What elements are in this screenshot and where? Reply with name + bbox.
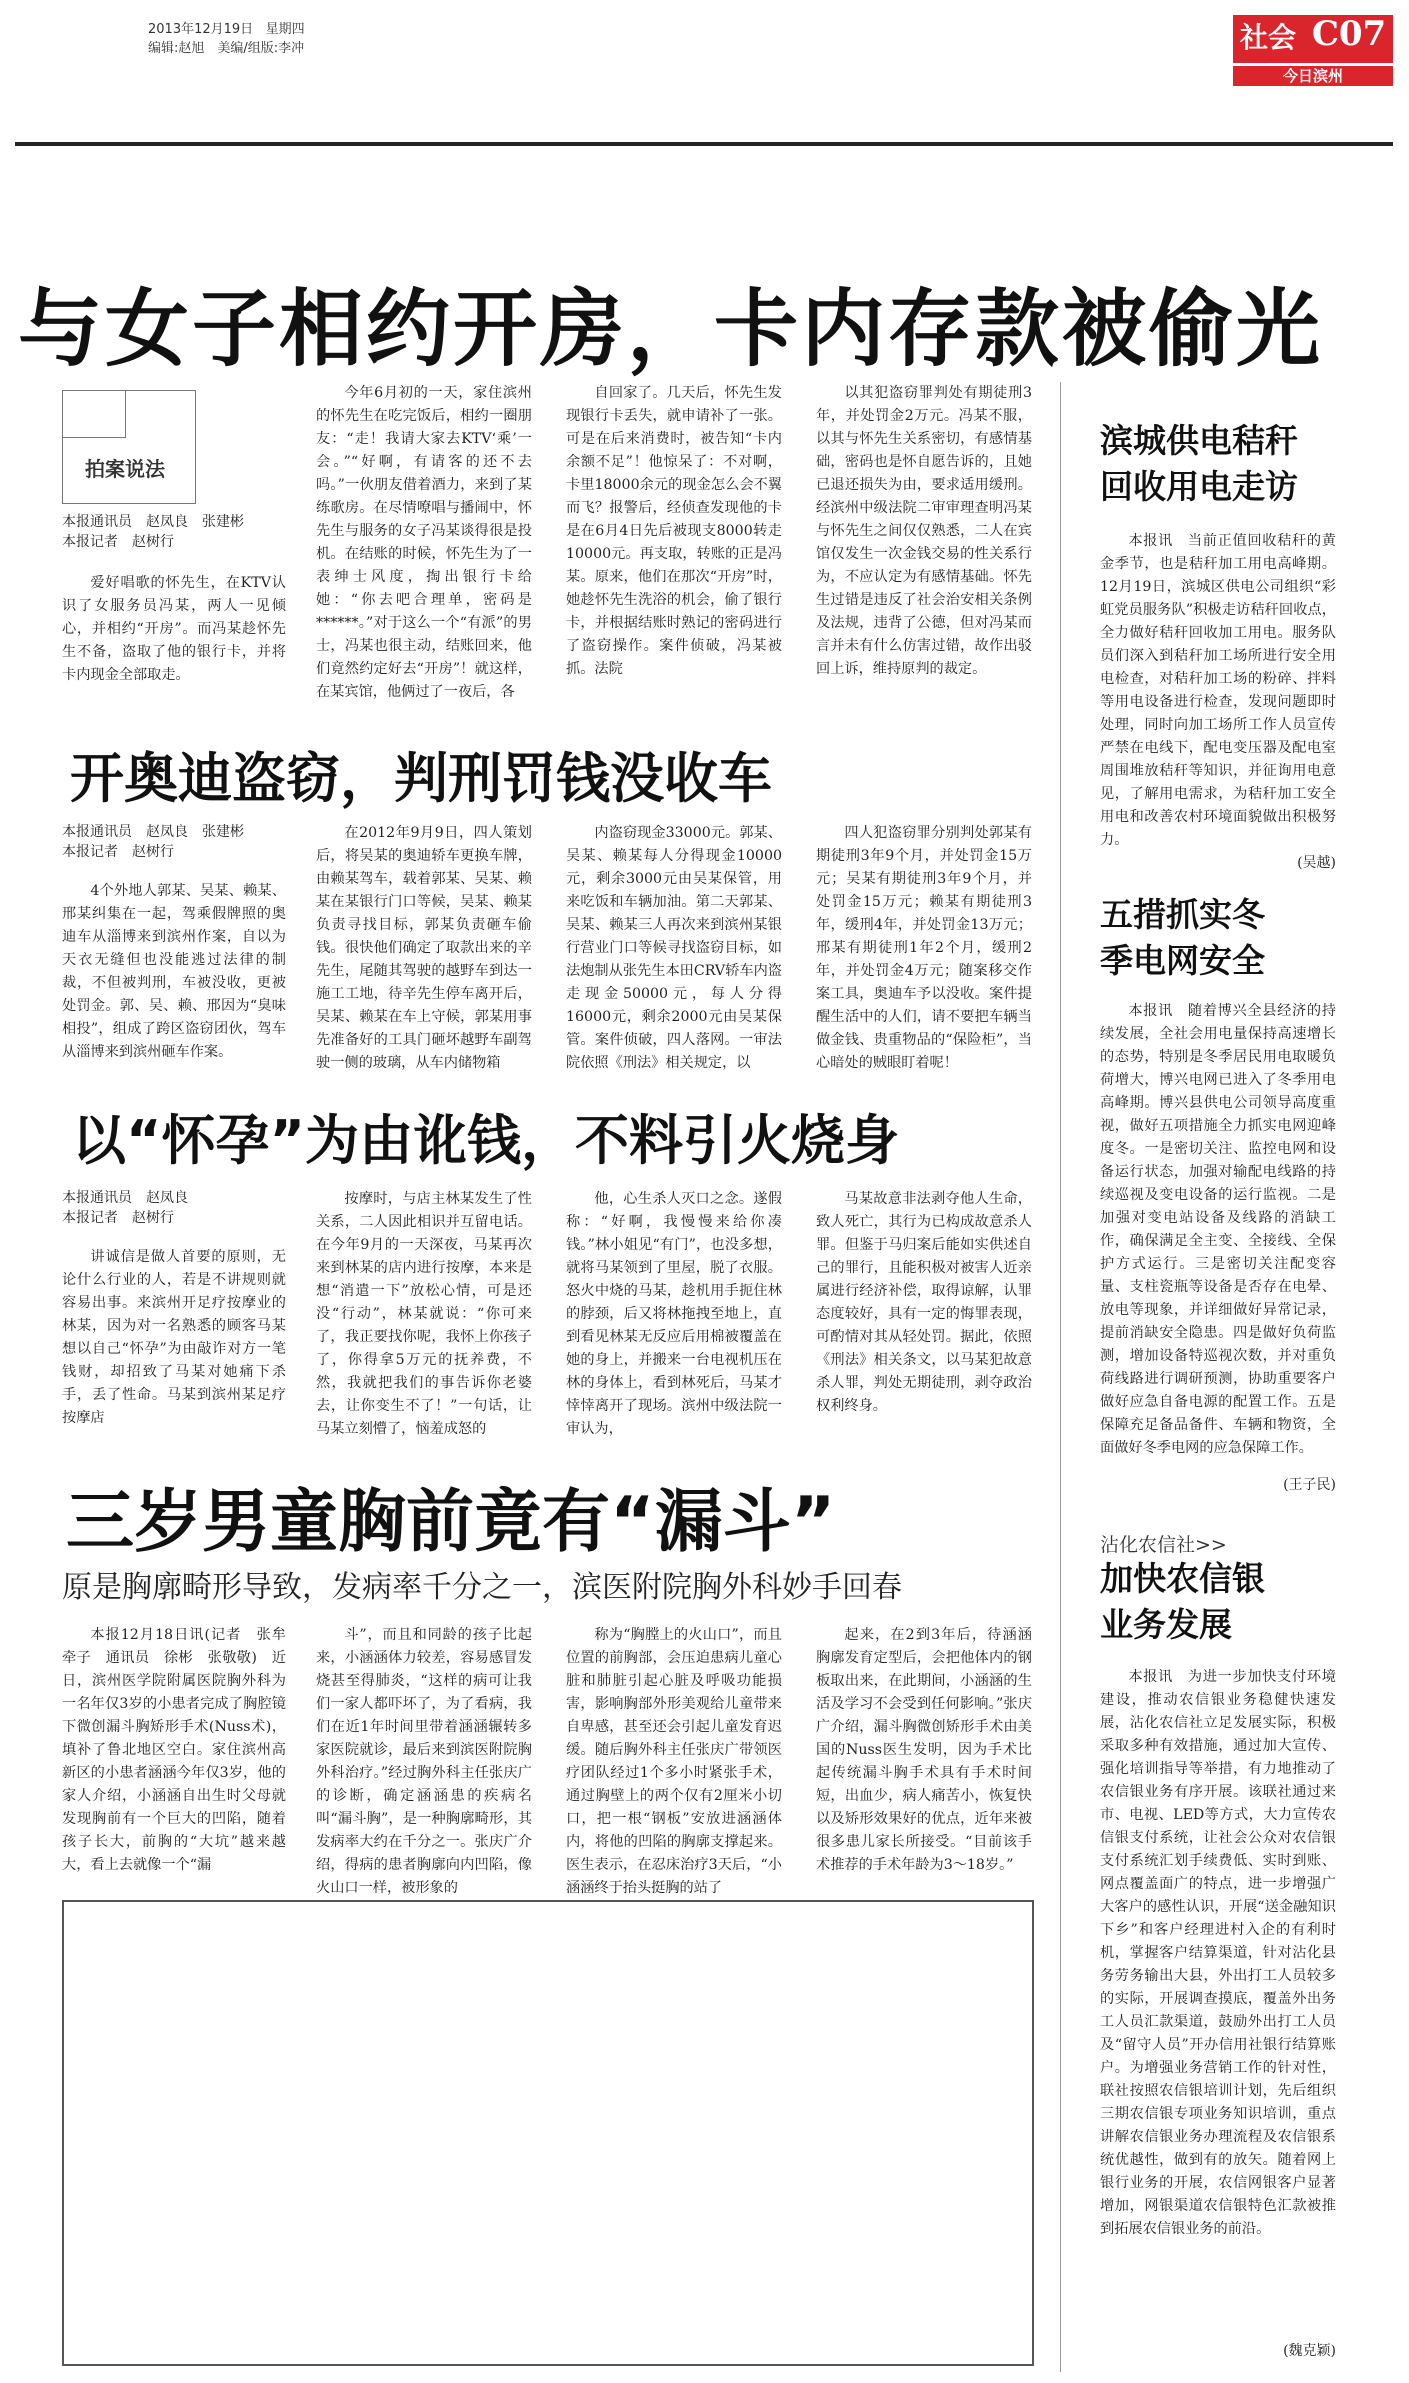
sidebar3-text: 本报讯 为进一步加快支付环境建设，推动农信银业务稳健快速发展，沾化农信社立足发展实际，积极采取多种有效措施，通过加大宣传、强化培训指导等举措，有力地推动了农信银业务有序开展。该联社通过来市、电视、LED等方式，大力宣传农信银支付系统，让社会公众对农信银支付系统汇划手续费低、实时到账、网点覆盖面广的特点，进一步增强广大客户的感性认识，开展“送金融知识下乡”和客户经理进村入企的有利时机，掌握客户结算渠道，针对沾化县务劳务输出大县，外出打工人员较多的实际，开展调查摸底，覆盖外出务工人员汇款渠道，鼓励外出打工人员及“留守人员”开办信用社银行结算账户。为增强业务营销工作的针对性，联社按照农信银培训计划，先后组织三期农信银专项业务知识培训，重点讲解农信银业务办理流程及农信银系统优越性，做到有的放矢。随着网上银行业务的开展，农信网银客户显著增加，网银渠道农信银特色汇款被推到拓展农信银业务的前沿。 bbox=[1100, 1669, 1336, 2237]
story2-headline: 开奥迪盗窃，判刑罚钱没收车 bbox=[70, 747, 772, 810]
story2-c2-text: 在2012年9月9日，四人策划后，将吴某的奥迪轿车更换车牌，由赖某驾车，载着郭某、吴某、赖某在某银行门口等候，吴某、赖某负责寻找目标，郭某负责砸车偷钱。很快他们确定了取款出来的辛先生，尾随其驾驶的越野车到达一施工工地，待辛先生停车离开后，吴某、赖某在车上守候，郭某用事先准备好的工具门砸坏越野车副驾驶一侧的玻璃，从车内储物箱 bbox=[316, 825, 532, 1071]
story3-column-1 bbox=[62, 1246, 286, 1442]
main-headline: 与女子相约开房，卡内存款被偷光 bbox=[18, 280, 1324, 378]
story4-c4-text: 起来，在2到3年后，待涵涵胸廓发育定型后，会把他体内的钢板取出来，在此期间，小涵涵的生活及学习不会受到任何影响。”张庆广介绍，漏斗胸微创矫形手术由美国的Nuss医生发明，因为手术比起传统漏斗胸手术具有手术时间短，出血少，病人痛苦小，恢复快以及矫形效果好的优点，近年来被很多患儿家长所接受。“目前该手术推荐的手术年龄为3～18岁。” bbox=[816, 1627, 1032, 1873]
story1-byline1: 本报通讯员 赵凤良 张建彬 bbox=[62, 514, 244, 530]
story1-column-4 bbox=[816, 382, 1032, 712]
sidebar3-kicker: 沾化农信社>> bbox=[1100, 1534, 1227, 1556]
column-logo bbox=[62, 390, 196, 504]
sidebar1-title-line2: 回收用电走访 bbox=[1100, 467, 1298, 506]
story4-column-3 bbox=[566, 1624, 782, 1896]
story3-byline bbox=[62, 1188, 302, 1228]
story1-byline2: 本报记者 赵树行 bbox=[62, 534, 174, 550]
story1-c3-text: 自回家了。几天后，怀先生发现银行卡丢失，就申请补了一张。可是在后来消费时，被告知“卡内余额不足”！他惊呆了：不对啊，卡里18000余元的现金怎么会不翼而飞？报警后，经侦查发现他的卡是在6月4日先后被现支8000转走10000元。再支取，转账的正是冯某。原来，他们在那次“开房”时，她趁怀先生洗浴的机会，偷了银行卡，并根据结账时熟记的密码进行了盗窃操作。案件侦破，冯某被抓。法院 bbox=[566, 385, 782, 677]
sidebar2-title-line1: 五措抓实冬 bbox=[1100, 895, 1265, 934]
story2-c3-text: 内盗窃现金33000元。郭某、吴某、赖某每人分得现金10000元，剩余3000元由吴某保管，用来吃饭和车辆加油。第二天郭某、吴某、赖某三人再次来到滨州某银行营业门口等候寻找盗窃目标，如法炮制从张先生本田CRV轿车内盗走现金50000元，每人分得16000元，剩余2000元由吴某保管。案件侦破，四人落网。一审法院依照《刑法》相关规定，以 bbox=[566, 825, 782, 1071]
editors-line: 编辑:赵旭 美编/组版:李冲 bbox=[148, 41, 305, 56]
story3-c2-text: 按摩时，与店主林某发生了性关系，二人因此相识并互留电话。在今年9月的一天深夜，马某再次来到林某的店内进行按摩，本来是想“消遣一下”放松心情，可是还没“行动”，林某就说：“你可来了，我正要找你呢，我怀上你孩子了，你得拿5万元的抚养费，不然，我就把我们的事告诉你老婆去，让你变生不了！”一句话，让马某立刻懵了，恼羞成怒的 bbox=[316, 1191, 532, 1437]
story2-column-4 bbox=[816, 822, 1032, 1076]
story3-column-2 bbox=[316, 1188, 532, 1442]
sidebar2-credit: (王子民) bbox=[1283, 1477, 1336, 1493]
story1-byline bbox=[62, 512, 302, 552]
sidebar3-title-line1: 加快农信银 bbox=[1100, 1559, 1265, 1598]
sidebar1-title-line1: 滨城供电秸秆 bbox=[1100, 421, 1298, 460]
story1-lead bbox=[62, 572, 286, 712]
column-logo-box bbox=[63, 391, 126, 438]
story3-byline2: 本报记者 赵树行 bbox=[62, 1210, 174, 1226]
sidebar2-title-line2: 季电网安全 bbox=[1100, 941, 1265, 980]
story2-byline bbox=[62, 822, 302, 862]
sidebar2-text: 本报讯 随着博兴全县经济的持续发展，全社会用电量保持高速增长的态势，特别是冬季居民用电取暖负荷增大，博兴电网已进入了冬季用电高峰期。博兴县供电公司领导高度重视，做好五项措施全力抓实电网迎峰度冬。一是密切关注、监控电网和设备运行状态，加强对输配电线路的持续巡视及变电设备的运行监视。二是加强对变电站设备及线路的消缺工作，确保满足全主变、全接线、全保护方式运行。三是密切关注配变容量、支柱瓷瓶等设备是否存在电晕、放电等现象，并详细做好异常记录，提前消缺安全隐患。四是做好负荷监测，增加设备特巡视次数，并对重负荷线路进行调研预测，协助重要客户做好应急自备电源的配置工作。五是保障充足备品备件、车辆和物资，全面做好冬季电网的应急保障工作。 bbox=[1100, 1003, 1336, 1456]
sidebar3-title-line2: 业务发展 bbox=[1100, 1605, 1232, 1644]
story3-c1-text: 讲诚信是做人首要的原则，无论什么行业的人，若是不讲规则就容易出事。来滨州开足疗按摩业的林某，因为对一名熟悉的顾客马某想以自己“怀孕”为由敲诈对方一笔钱财，却招致了马某对她痛下杀手，丢了性命。马某到滨州某足疗按摩店 bbox=[62, 1249, 286, 1426]
story4-subheadline: 原是胸廓畸形导致，发病率千分之一，滨医附院胸外科妙手回春 bbox=[62, 1570, 902, 1605]
story3-c3-text: 他，心生杀人灭口之念。遂假称：“好啊，我慢慢来给你凑钱。”林小姐见“有门”，也没多想，就将马某领到了里屋，脱了衣服。怒火中烧的马某，趁机用手扼住林的脖颈，后又将林拖拽至地上，直到看见林某无反应后用棉被覆盖在她的身上，并搬来一台电视机压在林的身体上，看到林死后，马某才悻悻离开了现场。滨州中级法院一审认为， bbox=[566, 1191, 782, 1437]
story3-column-3 bbox=[566, 1188, 782, 1442]
story4-c1-text: 本报12月18日讯(记者 张牟牵子 通讯员 徐彬 张敬敬) 近日，滨州医学院附属医院胸外科为一名年仅3岁的小患者完成了胸腔镜下微创漏斗胸矫形手术(Nuss术)，填补了鲁北地区空白。家住滨州高新区的小患者涵涵今年仅3岁，他的家人介绍，小涵涵自出生时父母就发现胸前有一个巨大的凹陷，随着孩子长大，前胸的“大坑”越来越大，看上去就像一个“漏 bbox=[62, 1627, 286, 1873]
story4-column-1 bbox=[62, 1624, 286, 1874]
story1-c2-text: 今年6月初的一天，家住滨州的怀先生在吃完饭后，相约一圈朋友：“走！我请大家去KTV‘乘’一会。”“好啊，有请客的还不去吗。”一伙朋友借着酒力，来到了某练歌房。在尽情嘹唱与播闹中，怀先生与服务的女子冯某谈得很是投机。在结账的时候，怀先生为了一表绅士风度，掏出银行卡给她：“你去吧合理单，密码是******。”对于这么一个“有派”的男士，冯某也很主动，结账回来，他们竟然约定好去“开房”！就这样，在某宾馆，他俩过了一夜后，各 bbox=[316, 385, 532, 700]
header-rule bbox=[15, 142, 1393, 146]
story3-column-4 bbox=[816, 1188, 1032, 1442]
story3-byline1: 本报通讯员 赵凤良 bbox=[62, 1190, 188, 1206]
story1-c4-text: 以其犯盗窃罪判处有期徒刑3年，并处罚金2万元。冯某不服，以其与怀先生关系密切，有感情基础，密码也是怀自愿告诉的，且她已退还损失为由，要求适用缓刑。经滨州中级法院二审审理查明冯某与怀先生之间仅仅熟悉，二人在宾馆仅发生一次金钱交易的性关系行为，不应认定为有感情基础。怀先生过错是违反了社会治安相关条例及法规，违背了公德，但对冯某而言并未有什么仿害过错，故作出驳回上诉，维持原判的裁定。 bbox=[816, 385, 1032, 677]
sidebar3-credit: (魏克颖) bbox=[1283, 2343, 1336, 2359]
issue-date bbox=[148, 18, 305, 37]
story2-byline2: 本报记者 赵树行 bbox=[62, 844, 174, 860]
story4-c3-text: 称为“胸膛上的火山口”，而且位置的前胸部，会压迫患病儿童心脏和肺脏引起心脏及呼吸功能损害，影响胸部外形美观给儿童带来自卑感，甚至还会引起儿童发育迟缓。随后胸外科主任张庆广带领医疗团队经过1个多小时紧张手术，通过胸壁上的两个仅有2厘米小切口，把一根“钢板”安放进涵涵体内，将他的凹陷的胸廓支撑起来。医生表示，在忍床治疗3天后，“小涵涵终于抬头挺胸的站了 bbox=[566, 1627, 782, 1896]
photo-placeholder bbox=[62, 1900, 1034, 2366]
section-label: 社会 bbox=[1239, 21, 1296, 54]
story2-c1-text: 4个外地人郭某、吴某、赖某、邢某纠集在一起，驾乘假牌照的奥迪车从淄博来到滨州作案，自以为天衣无缝但也没能逃过法律的制裁，不但被判刑，车被没收，更被处罚金。郭、吴、赖、邢因为“臭味相投”，组成了跨区盗窃团伙，驾车从淄博来到滨州砸车作案。 bbox=[62, 883, 286, 1060]
story4-column-2 bbox=[316, 1624, 532, 1896]
column-logo-text: 拍案说法 bbox=[85, 457, 165, 481]
sidebar3-title bbox=[1100, 1556, 1265, 1648]
story4-column-4 bbox=[816, 1624, 1032, 1874]
story4-headline: 三岁男童胸前竟有“漏斗” bbox=[66, 1483, 836, 1562]
story2-column-2 bbox=[316, 822, 532, 1076]
story1-column-2 bbox=[316, 382, 532, 712]
sidebar1-body bbox=[1100, 530, 1336, 852]
sidebar3-body bbox=[1100, 1666, 1336, 2330]
sidebar-divider bbox=[1060, 382, 1061, 2372]
date-text: 2013年12月19日 bbox=[148, 22, 254, 37]
story2-column-1 bbox=[62, 880, 286, 1076]
story1-lead-text: 爱好唱歌的怀先生，在KTV认识了女服务员冯某，两人一见倾心，并相约“开房”。而冯某趁怀先生不备，盗取了他的银行卡，并将卡内现金全部取走。 bbox=[62, 575, 286, 683]
paper-name: 今日滨州 bbox=[1233, 66, 1393, 86]
story3-c4-text: 马某故意非法剥夺他人生命，致人死亡，其行为已构成故意杀人罪。但鉴于马归案后能如实供述自己的罪行，且能积极对被害人近亲属进行经济补偿，取得谅解，认罪态度较好，具有一定的悔罪表现，可酌情对其从轻处罚。据此，依照《刑法》相关条文，以马某犯故意杀人罪，判处无期徒刑，剥夺政治权利终身。 bbox=[816, 1191, 1032, 1414]
sidebar1-text: 本报讯 当前正值回收秸秆的黄金季节，也是秸秆加工用电高峰期。12月19日，滨城区供电公司组织“彩虹党员服务队”积极走访秸秆回收点，全力做好秸秆回收加工用电。服务队员们深入到秸秆加工场所进行安全用电检查，对秸秆加工场的粉碎、拌料等用电设备进行检查，发现问题即时处理，同时向加工场所工作人员宣传严禁在电线下，配电变压器及配电室周围堆放秸秆等知识，并征询用电意见，了解用电需求，为秸秆加工安全用电和改善农村环境面貌做出积极努力。 bbox=[1100, 533, 1336, 848]
sidebar2-title bbox=[1100, 892, 1265, 984]
story2-byline1: 本报通讯员 赵凤良 张建彬 bbox=[62, 824, 244, 840]
sidebar2-body bbox=[1100, 1000, 1336, 1472]
story4-c2-text: 斗”，而且和同龄的孩子比起来，小涵涵体力较差，容易感冒发烧甚至得肺炎，“这样的病可让我们一家人都吓坏了，为了看病，我们在近1年时间里带着涵涵辗转多家医院就诊，最后来到滨医附院胸外科治疗。”经过胸外科主任张庆广的诊断，确定涵涵患的疾病名叫“漏斗胸”，是一种胸廓畸形，其发病率大约在千分之一。张庆广介绍，得病的患者胸廓向内凹陷，像火山口一样，被形象的 bbox=[316, 1627, 532, 1896]
story2-column-3 bbox=[566, 822, 782, 1076]
weekday-text: 星期四 bbox=[265, 22, 305, 37]
sidebar1-title bbox=[1100, 418, 1298, 510]
page-number: C07 bbox=[1311, 14, 1387, 54]
story3-headline: 以“怀孕”为由讹钱，不料引火烧身 bbox=[72, 1109, 899, 1172]
story2-c4-text: 四人犯盗窃罪分别判处郭某有期徒刑3年9个月，并处罚金15万元；吴某有期徒刑3年9个月，并处罚金15万元；赖某有期徒刑3年，缓刑4年，并处罚金13万元；邢某有期徒刑1年2个月，缓刑2年，并处罚金4万元；随案移交作案工具，奥迪车予以没收。案件提醒生活中的人们，请不要把车辆当做金钱、贵重物品的“保险柜”，当心暗处的贼眼盯着呢！ bbox=[816, 825, 1032, 1071]
sidebar1-credit: (吴越) bbox=[1297, 855, 1336, 871]
story1-column-3 bbox=[566, 382, 782, 712]
